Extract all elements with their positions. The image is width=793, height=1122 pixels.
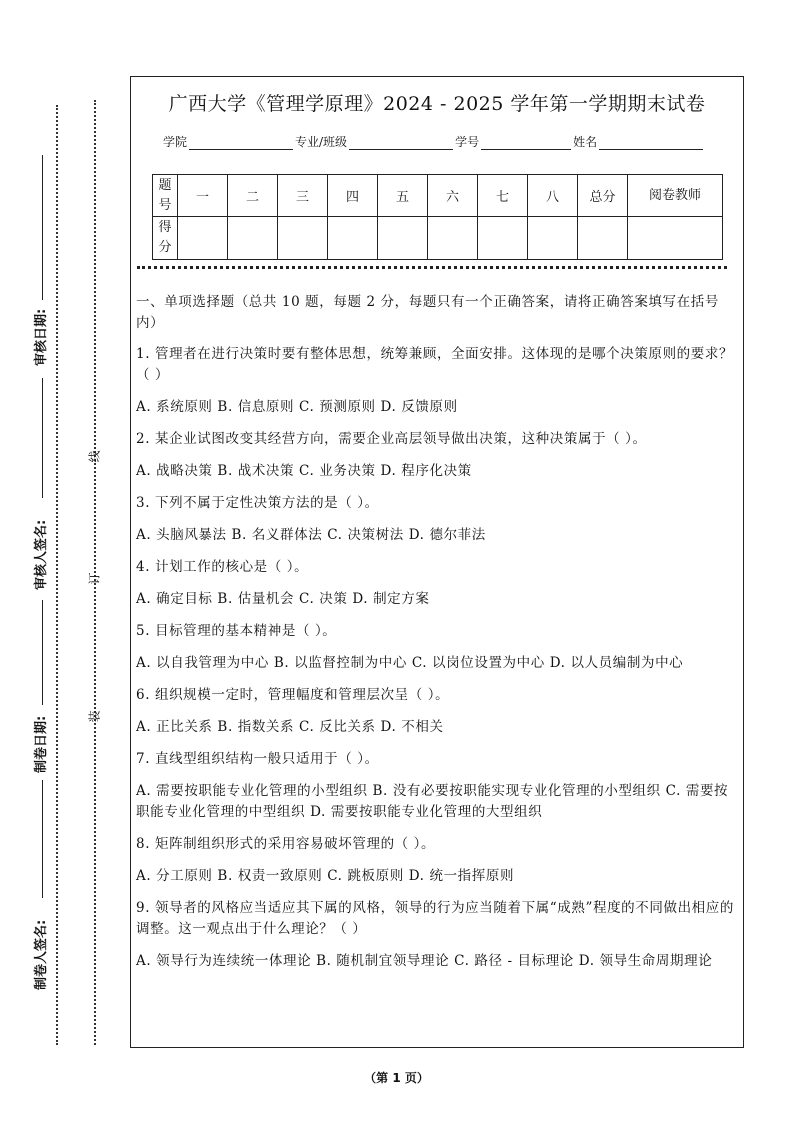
score-col-1: 一 (178, 175, 228, 217)
binding-line-char: 线 (87, 450, 102, 463)
question-options: A. 正比关系 B. 指数关系 C. 反比关系 D. 不相关 (136, 719, 444, 735)
question-stem: 1. 管理者在进行决策时要有整体思想，统筹兼顾，全面安排。这体现的是哪个决策原则的要求？（ ） (136, 346, 734, 383)
question-number-header: 题号 (153, 175, 178, 217)
student-id-label: 学号 (455, 135, 480, 149)
score-cell[interactable] (328, 217, 378, 260)
section-heading: 一、单项选择题（总共 10 题，每题 2 分，每题只有一个正确答案，请将正确答案填写在括号内） (136, 294, 719, 331)
dotted-separator (137, 266, 727, 269)
score-cell[interactable] (178, 217, 228, 260)
score-col-7: 七 (478, 175, 528, 217)
question-stem: 5. 目标管理的基本精神是（ ）。 (136, 623, 337, 639)
binding-staple-char: 订 (87, 572, 102, 585)
exam-title: 广西大学《管理学原理》2024 - 2025 学年第一学期期末试卷 (168, 93, 706, 115)
question-options: A. 分工原则 B. 权责一致原则 C. 跳板原则 D. 统一指挥原则 (136, 868, 515, 884)
question-options: A. 以自我管理为中心 B. 以监督控制为中心 C. 以岗位设置为中心 D. 以人员编制为中心 (136, 655, 684, 671)
reviewer-date-line (42, 155, 43, 300)
question-options: A. 领导行为连续统一体理论 B. 随机制宜领导理论 C. 路径 - 目标理论 D. 领导生命周期理论 (136, 953, 713, 969)
question-options: A. 系统原则 B. 信息原则 C. 预测原则 D. 反馈原则 (136, 399, 458, 415)
college-label: 学院 (163, 135, 188, 149)
exam-frame (130, 76, 744, 1048)
score-table (152, 174, 723, 260)
major-field[interactable] (349, 135, 453, 150)
question-options: A. 战略决策 B. 战术决策 C. 业务决策 D. 程序化决策 (136, 463, 472, 479)
score-col-5: 五 (378, 175, 428, 217)
score-col-2: 二 (228, 175, 278, 217)
score-cell[interactable] (478, 217, 528, 260)
score-cell[interactable] (228, 217, 278, 260)
score-row-header: 得分 (153, 217, 178, 260)
name-label: 姓名 (573, 135, 598, 149)
binding-bind-char: 装 (87, 710, 102, 723)
question-stem: 4. 计划工作的核心是（ ）。 (136, 559, 309, 575)
score-col-4: 四 (328, 175, 378, 217)
major-label: 专业/班级 (295, 135, 348, 149)
reviewer-sign-line (42, 378, 43, 498)
question-stem: 9. 领导者的风格应当适应其下属的风格，领导的行为应当随着下属“成熟”程度的不同做出相应的调整。这一观点出于什么理论？（ ） (136, 900, 734, 937)
question-options: A. 头脑风暴法 B. 名义群体法 C. 决策树法 D. 德尔菲法 (136, 527, 486, 543)
score-cell[interactable] (278, 217, 328, 260)
question-stem: 3. 下列不属于定性决策方法的是（ ）。 (136, 495, 379, 511)
college-field[interactable] (189, 135, 293, 150)
score-col-3: 三 (278, 175, 328, 217)
question-stem: 2. 某企业试图改变其经营方向，需要企业高层领导做出决策，这种决策属于（ ）。 (136, 431, 647, 447)
question-options: A. 确定目标 B. 估量机会 C. 决策 D. 制定方案 (136, 591, 430, 607)
student-id-field[interactable] (481, 135, 571, 150)
question-stem: 6. 组织规模一定时，管理幅度和管理层次呈（ ）。 (136, 687, 450, 703)
reviewer-cell[interactable] (628, 217, 723, 260)
reviewer-sign-label: 审核人签名: (34, 519, 49, 590)
name-field[interactable] (599, 135, 703, 150)
score-cell[interactable] (428, 217, 478, 260)
question-options: A. 需要按职能专业化管理的小型组织 B. 没有必要按职能实现专业化管理的小型组织 C. 需要按职能专业化管理的中型组织 D. 需要按职能专业化管理的大型组织 (136, 783, 729, 820)
score-cell[interactable] (378, 217, 428, 260)
maker-sign-label: 制卷人签名: (34, 919, 49, 990)
score-cell-total[interactable] (578, 217, 628, 260)
student-info-row (163, 133, 705, 150)
question-stem: 8. 矩阵制组织形式的采用容易破坏管理的（ ）。 (136, 836, 436, 852)
maker-date-label: 制卷日期: (34, 715, 49, 773)
reviewer-col-header: 阅卷教师 (628, 175, 723, 217)
score-cell[interactable] (528, 217, 578, 260)
maker-date-underline (42, 780, 43, 898)
question-stem: 7. 直线型组织结构一般只适用于（ ）。 (136, 751, 379, 767)
page-number: （第 1 页） (364, 1071, 429, 1085)
outer-dotted-line (56, 105, 58, 1045)
score-col-8: 八 (528, 175, 578, 217)
score-col-total: 总分 (578, 175, 628, 217)
exam-content (136, 292, 740, 983)
score-col-6: 六 (428, 175, 478, 217)
maker-date-line (42, 600, 43, 705)
reviewer-date-label: 审核日期: (34, 308, 49, 366)
